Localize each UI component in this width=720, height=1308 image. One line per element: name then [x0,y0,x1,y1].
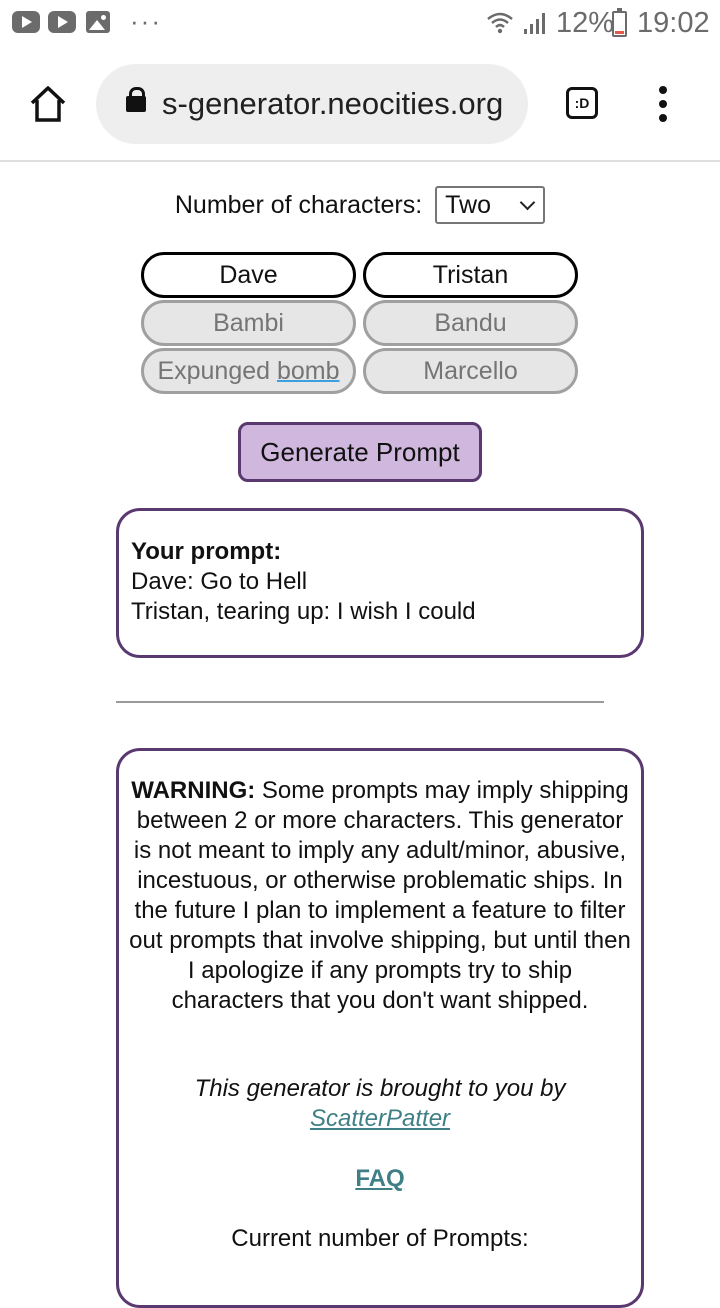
youtube-icon [12,11,40,33]
warning-text: Some prompts may imply shipping between 2 or more characters. This generator is not meant to imply any adult/minor, abusive, incestuous, or otherwise problematic ships. In the future I plan to implement a feature to filter out prompts that involve shipping, but until then I apologize if any prompts try to ship characters that you don't want shipped. [129,777,631,1014]
address-bar[interactable] [96,64,528,144]
home-icon[interactable] [28,84,68,124]
wifi-icon [486,10,514,36]
battery-icon [612,11,627,37]
author-link[interactable]: ScatterPatter [309,1105,451,1132]
character-button-marcello[interactable]: Marcello [363,348,578,394]
warning-heading: WARNING: [131,777,256,804]
faq-row [129,1164,631,1194]
url-text[interactable]: s-generator.neocities.org [162,86,504,121]
browser-toolbar [0,50,720,162]
character-label-part: bomb [277,357,340,385]
info-box [116,748,644,1308]
credit-line [129,1074,631,1134]
warning-paragraph [129,776,631,1016]
tab-switcher-button[interactable]: :D [566,87,598,119]
battery-percent: 12% [556,7,615,39]
more-dots-icon: ··· [130,6,162,36]
prompt-line: Tristan, tearing up: I wish I could [131,598,476,625]
divider [116,701,604,703]
gallery-icon [86,11,110,33]
lock-icon [126,96,146,112]
prompt-line: Dave: Go to Hell [131,568,308,595]
num-characters-row [0,186,720,224]
youtube-icon [48,11,76,33]
num-characters-label: Number of characters: [174,190,423,219]
status-bar [0,0,720,50]
character-button-tristan[interactable]: Tristan [363,252,578,298]
credit-prefix: This generator is brought to you by [194,1075,566,1102]
prompt-title: Your prompt: [131,538,282,565]
clock: 19:02 [637,7,710,39]
num-characters-select[interactable]: Two [435,186,545,224]
character-button-bambi[interactable]: Bambi [141,300,356,346]
generate-prompt-button[interactable]: Generate Prompt [238,422,482,482]
character-button-dave[interactable]: Dave [141,252,356,298]
character-label-part: Expunged [157,357,271,385]
page-content [0,162,720,1280]
prompt-count-label: Current number of Prompts: [231,1225,529,1252]
character-button-expunged-bomb[interactable] [141,348,356,394]
signal-icon [522,10,550,36]
character-button-bandu[interactable]: Bandu [363,300,578,346]
overflow-menu-icon[interactable] [656,86,670,122]
faq-link[interactable]: FAQ [355,1165,405,1192]
prompt-output-box [116,508,644,658]
